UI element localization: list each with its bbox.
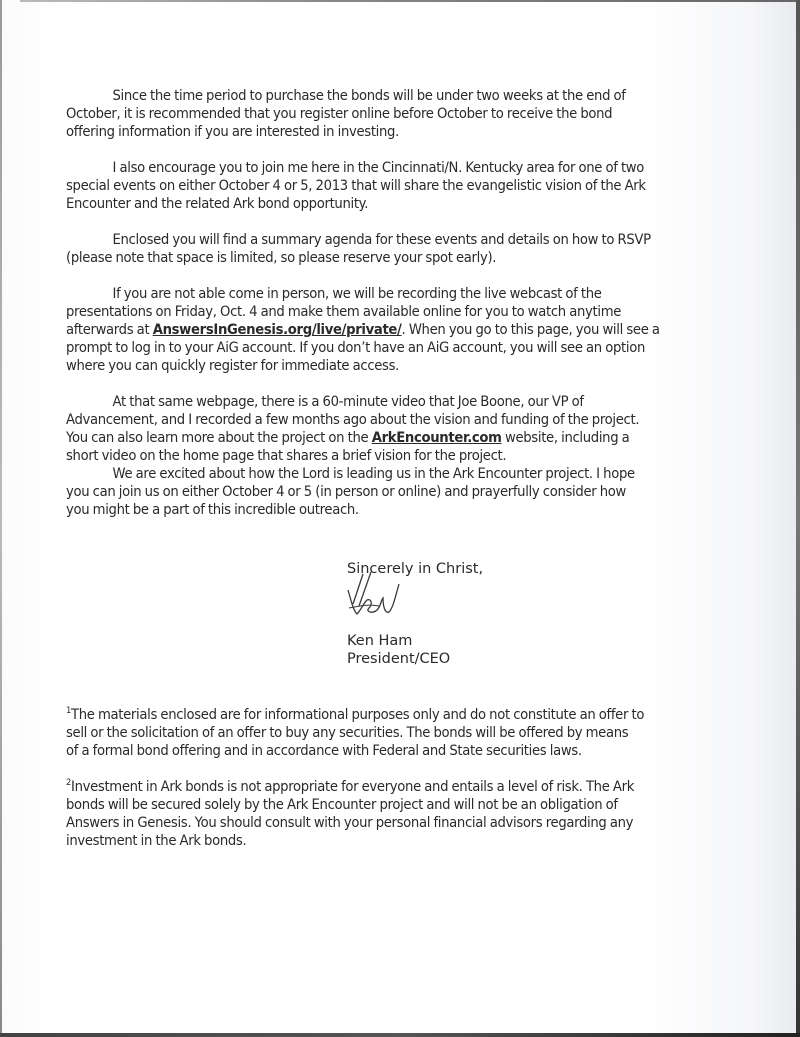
text-line: you might be a part of this incredible outreach.: [66, 502, 359, 518]
text-line: [66, 429, 698, 447]
footnote-marker: 2: [66, 778, 72, 788]
page-edge-bottom: [0, 1033, 800, 1037]
text-line: Advancement, and I recorded a few months ago about the vision and funding of the project.: [66, 412, 640, 428]
text-segment: afterwards at: [66, 322, 153, 338]
text-line: October, it is recommended that you register online before October to receive the bond: [66, 106, 613, 122]
text-line: of a formal bond offering and in accordance with Federal and State securities laws.: [66, 743, 582, 759]
text-line: If you are not able come in person, we will be recording the live webcast of the: [112, 286, 602, 302]
text-line: you can join us on either October 4 or 5 (in person or online) and prayerfully consider how: [66, 484, 626, 500]
text-line: We are excited about how the Lord is leading us in the Ark Encounter project. I hope: [112, 466, 635, 482]
text-line: (please note that space is limited, so please reserve your spot early).: [66, 250, 497, 266]
text-line: Enclosed you will find a summary agenda for these events and details on how to RSVP: [112, 232, 651, 248]
text-line: I also encourage you to join me here in the Cincinnati/N. Kentucky area for one of two: [112, 160, 645, 176]
text-line: investment in the Ark bonds.: [66, 833, 247, 849]
page-edge-right: [796, 0, 800, 1037]
footnote-marker: 1: [66, 706, 72, 716]
text-line: Since the time period to purchase the bonds will be under two weeks at the end of: [112, 88, 626, 104]
signer-name: Ken Ham: [347, 633, 413, 649]
text-line: where you can quickly register for immediate access.: [66, 358, 400, 374]
answers-in-genesis-link[interactable]: AnswersInGenesis.org/live/private/: [152, 322, 402, 338]
text-line: offering information if you are interested in investing.: [66, 124, 399, 140]
paragraph-rsvp: [66, 231, 698, 267]
paragraph-video: [66, 393, 698, 465]
text-segment: . When you go to this page, you will see a: [401, 322, 660, 338]
paragraph-webcast: [66, 285, 698, 375]
text-line: [66, 778, 698, 796]
text-segment: Investment in Ark bonds is not appropriate for everyone and entails a level of risk. The Ark: [71, 779, 635, 795]
text-line: Encounter and the related Ark bond opportunity.: [66, 196, 369, 212]
text-line: short video on the home page that shares a brief vision for the project.: [66, 448, 507, 464]
text-line: [66, 321, 698, 339]
ark-encounter-link[interactable]: ArkEncounter.com: [371, 430, 502, 446]
text-line: prompt to log in to your AiG account. If you don’t have an AiG account, you will see an option: [66, 340, 645, 356]
signature-icon: [345, 570, 415, 630]
text-line: presentations on Friday, Oct. 4 and make them available online for you to watch anytime: [66, 304, 622, 320]
page-edge-left: [0, 0, 2, 1037]
text-line: [66, 706, 698, 724]
paragraph-events-invitation: [66, 159, 698, 213]
paragraph-bond-timing: [66, 87, 698, 141]
signer-title: President/CEO: [347, 651, 451, 667]
page-edge-top: [20, 0, 800, 2]
text-segment: You can also learn more about the project on the: [66, 430, 372, 446]
text-line: At that same webpage, there is a 60-minute video that Joe Boone, our VP of: [112, 394, 584, 410]
text-line: Answers in Genesis. You should consult with your personal financial advisors regarding any: [66, 815, 634, 831]
footnote-1: [66, 706, 698, 760]
salutation: Sincerely in Christ,: [347, 561, 484, 577]
text-segment: The materials enclosed are for informational purposes only and do not constitute an offer to: [71, 707, 645, 723]
paragraph-closing-appeal: [66, 465, 698, 519]
text-segment: website, including a: [501, 430, 630, 446]
footnote-2: [66, 778, 698, 850]
text-line: bonds will be secured solely by the Ark Encounter project and will not be an obligation of: [66, 797, 618, 813]
text-line: sell or the solicitation of an offer to buy any securities. The bonds will be offered by means: [66, 725, 629, 741]
text-line: special events on either October 4 or 5, 2013 that will share the evangelistic vision of the Ark: [66, 178, 646, 194]
